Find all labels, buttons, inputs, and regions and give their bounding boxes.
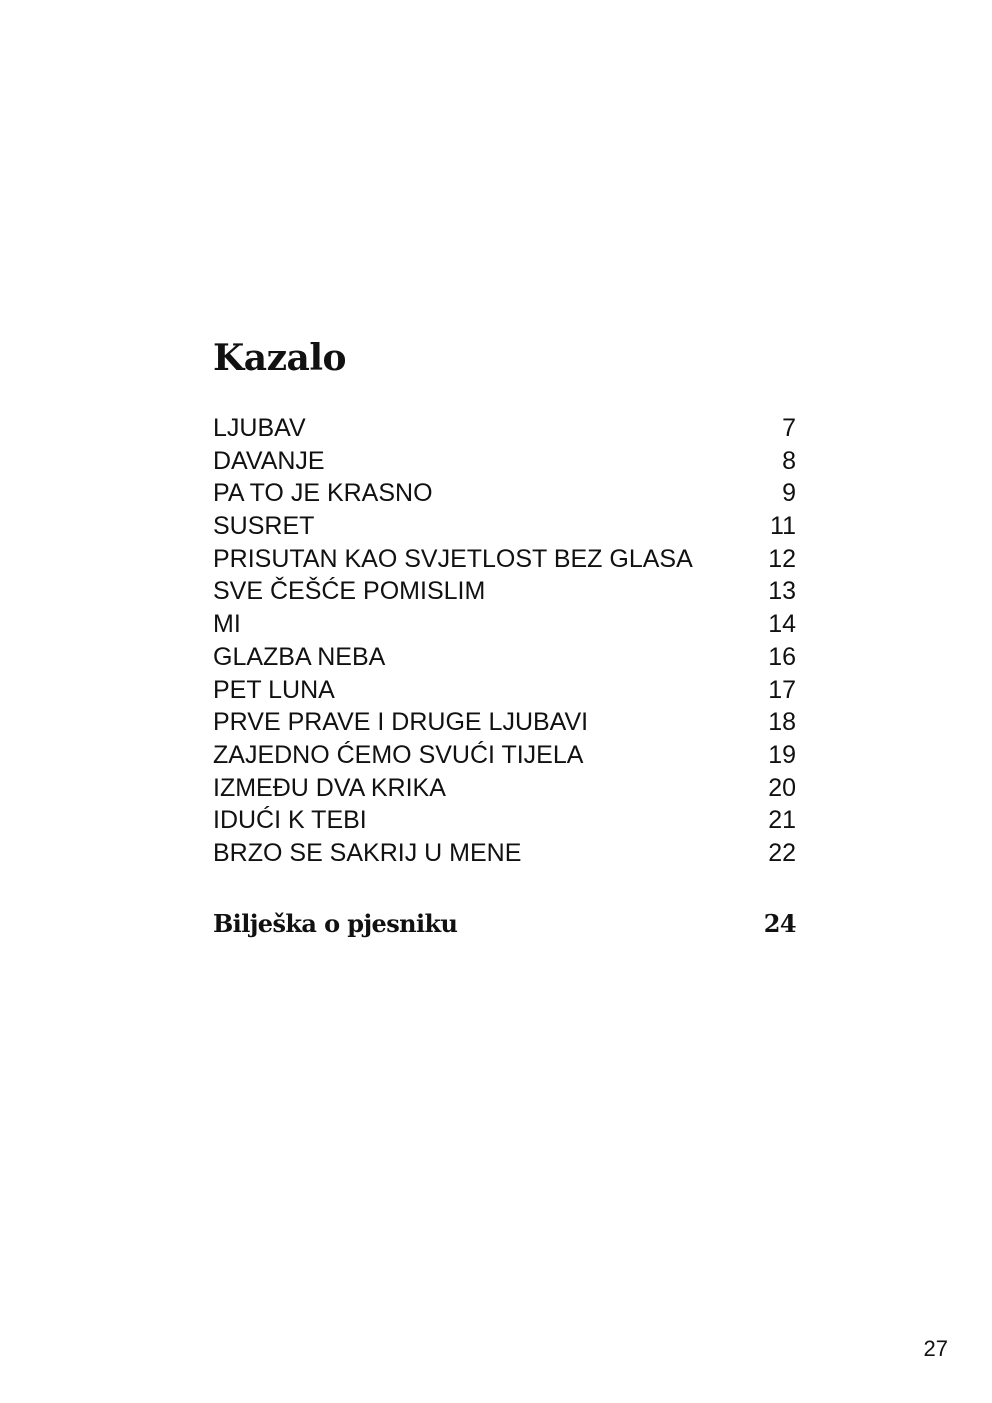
toc-entry-title: SVE ČEŠĆE POMISLIM <box>213 577 486 606</box>
toc-entry-page: 9 <box>782 479 796 508</box>
toc-entry-title: PET LUNA <box>213 675 335 704</box>
toc-entry <box>213 641 796 674</box>
toc-entry-page: 22 <box>768 838 796 867</box>
toc-entry-page: 17 <box>768 675 796 704</box>
toc-entry-title: MI <box>213 610 241 639</box>
toc-entry-title: BRZO SE SAKRIJ U MENE <box>213 838 522 867</box>
table-of-contents <box>213 412 796 870</box>
toc-entry <box>213 608 796 641</box>
toc-entry-title: PRVE PRAVE I DRUGE LJUBAVI <box>213 708 589 737</box>
page-number: 27 <box>923 1336 948 1361</box>
toc-note-page: 24 <box>763 909 796 938</box>
toc-entry-page: 8 <box>782 446 796 475</box>
toc-entry <box>213 674 796 707</box>
toc-entry <box>213 412 796 445</box>
toc-entry-page: 13 <box>768 577 796 606</box>
toc-entry-page: 18 <box>768 708 796 737</box>
toc-entry-page: 16 <box>768 642 796 671</box>
toc-note-title: Bilješka o pjesniku <box>213 909 458 938</box>
toc-entry <box>213 575 796 608</box>
toc-entry-title: IZMEĐU DVA KRIKA <box>213 773 446 802</box>
toc-entry-page: 19 <box>768 740 796 769</box>
toc-entry-page: 12 <box>768 544 796 573</box>
toc-entry <box>213 510 796 543</box>
toc-entry-title: PRISUTAN KAO SVJETLOST BEZ GLASA <box>213 544 693 573</box>
toc-entry <box>213 804 796 837</box>
toc-entry-title: PA TO JE KRASNO <box>213 479 433 508</box>
toc-entry-title: SUSRET <box>213 512 315 541</box>
toc-entry-title: GLAZBA NEBA <box>213 642 386 671</box>
toc-entry <box>213 543 796 576</box>
toc-entry-page: 20 <box>768 773 796 802</box>
toc-entry-title: LJUBAV <box>213 414 306 442</box>
page-title: Kazalo <box>213 337 347 379</box>
toc-entry <box>213 837 796 870</box>
toc-entry-page: 21 <box>768 806 796 835</box>
toc-note-entry <box>213 906 796 942</box>
toc-entry <box>213 477 796 510</box>
toc-entry-page: 7 <box>782 414 796 442</box>
toc-entry-title: DAVANJE <box>213 446 325 475</box>
toc-entry-title: IDUĆI K TEBI <box>213 806 367 835</box>
toc-entry <box>213 706 796 739</box>
toc-entry <box>213 739 796 772</box>
toc-entry <box>213 445 796 478</box>
toc-entry <box>213 772 796 805</box>
toc-entry-page: 14 <box>768 610 796 639</box>
toc-entry-title: ZAJEDNO ĆEMO SVUĆI TIJELA <box>213 740 584 769</box>
toc-entry-page: 11 <box>770 512 796 541</box>
